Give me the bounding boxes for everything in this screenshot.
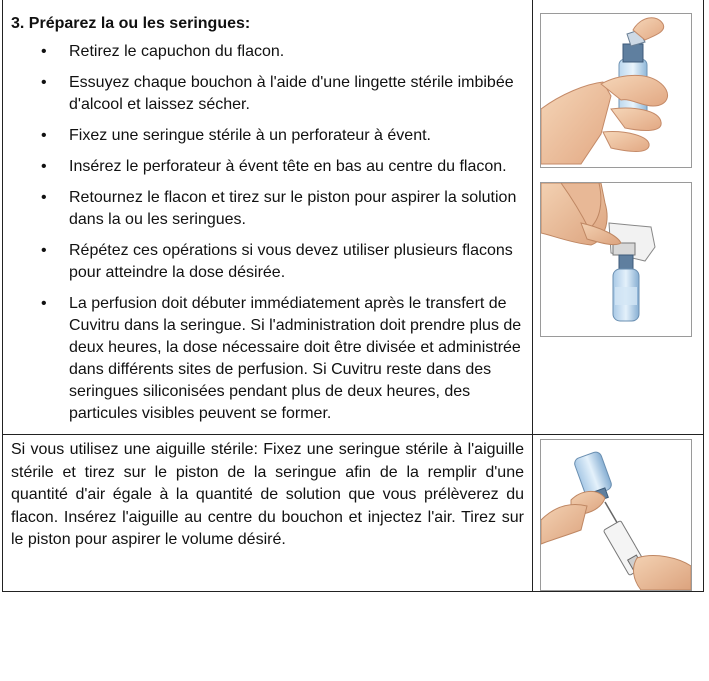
hand-removing-vial-cap-illustration [540,13,692,168]
bullet: • [41,189,47,206]
list-item [3,240,532,284]
bullet: • [41,242,47,259]
bullet: • [41,74,47,91]
note-cell [3,435,533,592]
step-text: Répétez ces opérations si vous devez utiliser plusieurs flacons pour atteindre la dose désirée. [69,242,513,281]
list-item [3,156,532,178]
steps-cell [3,0,533,435]
bullet: • [41,127,47,144]
steps-list [3,41,532,425]
list-item [3,125,532,147]
vented-spike-into-vial-illustration [540,182,692,337]
step-text: Essuyez chaque bouchon à l'aide d'une lingette stérile imbibée d'alcool et laissez sécher. [69,74,514,113]
table-row [3,435,704,592]
bullet: • [41,158,47,175]
needle-note: Si vous utilisez une aiguille stérile: Fixez une seringue stérile à l'aiguille stérile et tirez sur le piston de la seringue afin de la remplir d'une quantité d'air égale à la quantité de solution que vous prélèverez du flacon. Insérez l'aiguille au centre du bouchon et injectez l'air. Tirez sur le piston pour aspirer le volume désiré. [11,441,524,548]
list-item [3,187,532,231]
instructions-table [2,0,704,592]
needle-syringe-into-vial-illustration [540,439,692,591]
step-text: Retournez le flacon et tirez sur le piston pour aspirer la solution dans la ou les seringues. [69,189,517,228]
step-text: Fixez une seringue stérile à un perforateur à évent. [69,127,431,144]
list-item [3,293,532,425]
bullet: • [41,295,47,312]
bullet: • [41,43,47,60]
step-text: Insérez le perforateur à évent tête en bas au centre du flacon. [69,158,507,175]
list-item [3,72,532,116]
table-row [3,0,704,435]
step-text: La perfusion doit débuter immédiatement après le transfert de Cuvitru dans la seringue. Si l'administration doit prendre plus de deux heures, la dose nécessaire doit être divisée et administrée dans différents sites de perfusion. Si Cuvitru reste dans des seringues siliconisées pendant plus de deux heures, des particules visibles peuvent se former. [69,295,522,422]
step-text: Retirez le capuchon du flacon. [69,43,285,60]
list-item [3,41,532,63]
figure-cell-needle [533,435,704,592]
section-title: 3. Préparez la ou les seringues: [11,15,251,32]
figures-cell [533,0,704,435]
